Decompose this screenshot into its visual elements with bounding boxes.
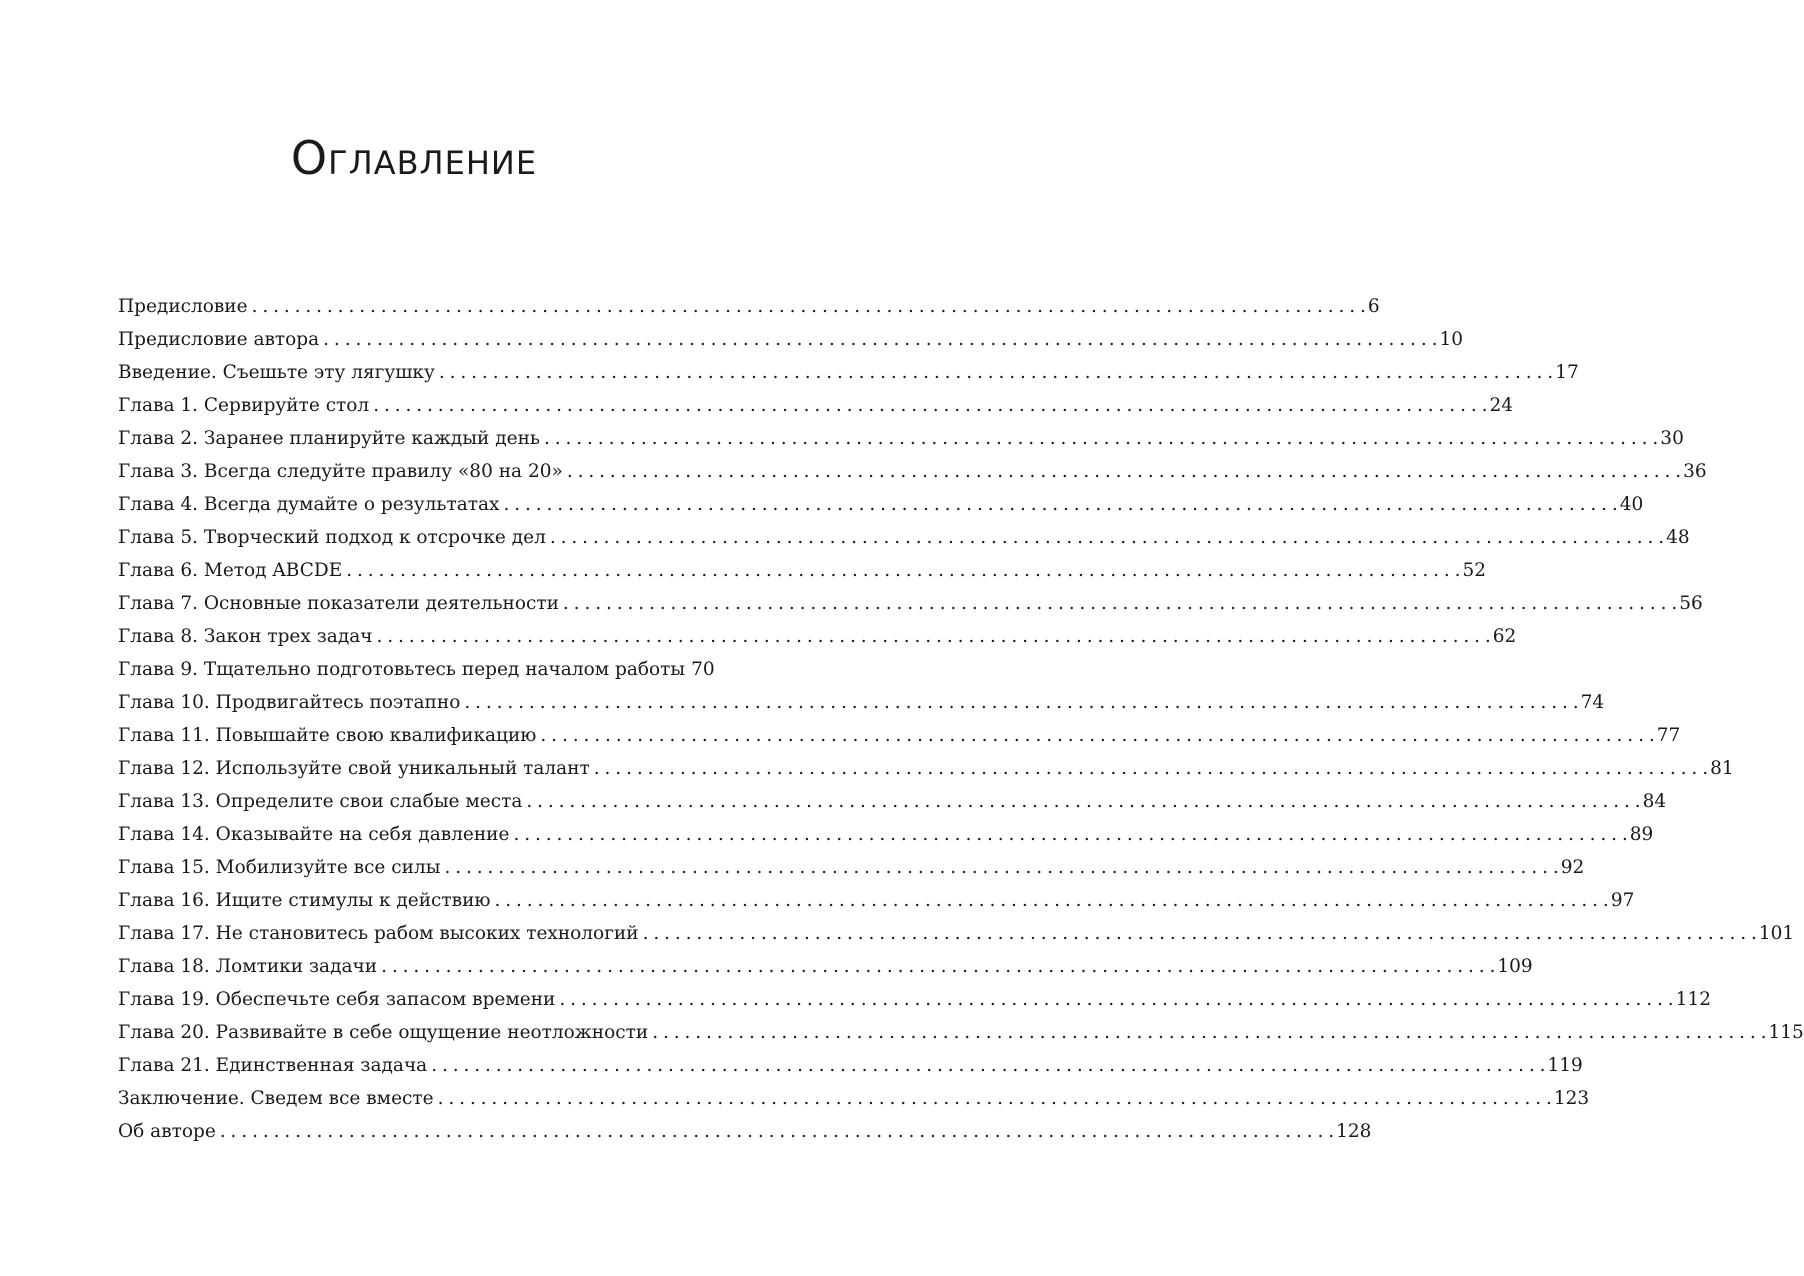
dot-leader — [439, 360, 1553, 386]
dot-leader — [220, 1119, 1334, 1145]
toc-entry — [118, 456, 1707, 489]
dot-leader — [252, 294, 1366, 320]
dot-leader — [567, 459, 1681, 485]
toc-entry — [118, 588, 1703, 621]
toc-entry-title: Глава 7. Основные показатели деятельности — [118, 593, 559, 614]
toc-entry-page: 10 — [1439, 329, 1464, 350]
toc-entry — [118, 555, 1487, 588]
dot-leader — [513, 822, 1627, 848]
toc-entry-title: Глава 6. Метод ABCDE — [118, 560, 343, 581]
toc-entry-page: 62 — [1492, 626, 1517, 647]
toc-entry-title: Глава 8. Закон трех задач — [118, 626, 373, 647]
toc-entry-title: Глава 10. Продвигайтесь поэтапно — [118, 692, 461, 713]
toc-entry — [118, 1116, 1372, 1149]
toc-entry-page: 70 — [691, 659, 715, 680]
toc-entry-page: 36 — [1683, 461, 1707, 482]
page-title: Оглавление — [290, 131, 538, 185]
dot-leader — [540, 723, 1654, 749]
dot-leader — [559, 987, 1673, 1013]
dot-leader — [526, 789, 1640, 815]
toc-entry — [118, 918, 1795, 951]
toc-entry-title: Глава 21. Единственная задача — [118, 1055, 428, 1076]
dot-leader — [550, 525, 1664, 551]
toc-entry-title: Глава 18. Ломтики задачи — [118, 956, 378, 977]
toc-entry-title: Глава 17. Не становитесь рабом высоких технологий — [118, 923, 639, 944]
toc-entry-title: Глава 16. Ищите стимулы к действию — [118, 890, 491, 911]
toc-entry — [118, 1017, 1804, 1050]
toc-entry-title: Глава 3. Всегда следуйте правилу «80 на 20» — [118, 461, 563, 482]
toc-entry-page: 48 — [1666, 527, 1690, 548]
toc-entry-title: Глава 1. Сервируйте стол — [118, 395, 370, 416]
toc-entry-page: 74 — [1580, 692, 1605, 713]
toc-entry — [118, 753, 1734, 786]
dot-leader — [438, 1086, 1552, 1112]
toc-entry-page: 119 — [1547, 1055, 1583, 1076]
toc-entry — [118, 522, 1690, 555]
dot-leader — [381, 954, 1495, 980]
toc-entry — [118, 786, 1667, 819]
toc-entry-page: 89 — [1629, 824, 1654, 845]
toc-entry-title: Глава 2. Заранее планируйте каждый день — [118, 428, 540, 449]
toc-entry-page: 92 — [1560, 857, 1585, 878]
dot-leader — [431, 1053, 1545, 1079]
toc-entry-page: 128 — [1336, 1121, 1372, 1142]
toc-entry-page: 109 — [1497, 956, 1533, 977]
toc-entry-page: 112 — [1675, 989, 1711, 1010]
toc-entry-title: Глава 19. Обеспечьте себя запасом времени — [118, 989, 556, 1010]
toc-entry-page: 6 — [1367, 296, 1380, 317]
toc-entry-title: Введение. Съешьте эту лягушку — [118, 362, 435, 383]
toc-entry-title: Глава 15. Мобилизуйте все силы — [118, 857, 441, 878]
toc-entry — [118, 951, 1533, 984]
toc-entry — [118, 1083, 1590, 1116]
toc-entry-page: 17 — [1555, 362, 1579, 383]
toc-entry-page: 81 — [1710, 758, 1734, 779]
toc-entry — [118, 720, 1681, 753]
toc-entry-page: 101 — [1758, 923, 1795, 944]
toc-entry-page: 30 — [1660, 428, 1684, 449]
dot-leader — [503, 492, 1617, 518]
toc-entry — [118, 390, 1514, 423]
table-of-contents — [118, 291, 1804, 1149]
toc-entry-title: Глава 9. Тщательно подготовьтесь перед началом работы — [118, 659, 686, 680]
dot-leader — [346, 558, 1460, 584]
dot-leader — [643, 921, 1757, 947]
toc-entry — [118, 621, 1517, 654]
dot-leader — [373, 393, 1487, 419]
toc-entry-page: 40 — [1619, 494, 1644, 515]
toc-entry — [118, 357, 1579, 390]
dot-leader — [464, 690, 1578, 716]
toc-entry-title: Глава 14. Оказывайте на себя давление — [118, 824, 510, 845]
toc-entry-page: 77 — [1656, 725, 1681, 746]
toc-entry-title: Глава 13. Определите свои слабые места — [118, 791, 523, 812]
dot-leader — [495, 888, 1609, 914]
toc-entry — [118, 819, 1654, 852]
toc-entry — [118, 423, 1684, 456]
dot-leader — [544, 426, 1658, 452]
toc-entry — [118, 687, 1605, 720]
toc-entry — [118, 885, 1635, 918]
toc-entry-page: 123 — [1553, 1088, 1590, 1109]
toc-entry-page: 52 — [1462, 560, 1487, 581]
toc-entry-title: Предисловие автора — [118, 329, 320, 350]
toc-entry-title: Глава 12. Используйте свой уникальный талант — [118, 758, 590, 779]
toc-entry-title: Глава 5. Творческий подход к отсрочке дел — [118, 527, 546, 548]
toc-entry-title: Глава 20. Развивайте в себе ощущение неотложности — [118, 1022, 649, 1043]
toc-entry — [118, 489, 1644, 522]
dot-leader — [652, 1020, 1766, 1046]
toc-entry-title: Глава 11. Повышайте свою квалификацию — [118, 725, 537, 746]
toc-entry-title: Предисловие — [118, 296, 248, 317]
toc-entry — [118, 291, 1380, 324]
dot-leader — [323, 327, 1437, 353]
toc-entry — [118, 984, 1711, 1017]
toc-entry — [118, 324, 1464, 357]
toc-entry — [118, 1050, 1583, 1083]
toc-entry-title: Об авторе — [118, 1121, 216, 1142]
toc-entry-page: 84 — [1642, 791, 1667, 812]
toc-entry-title: Заключение. Сведем все вместе — [118, 1088, 434, 1109]
toc-entry-page: 115 — [1768, 1022, 1804, 1043]
dot-leader — [563, 591, 1677, 617]
toc-entry-page: 24 — [1489, 395, 1514, 416]
dot-leader — [444, 855, 1558, 881]
toc-entry-page: 97 — [1610, 890, 1635, 911]
toc-entry-title: Глава 4. Всегда думайте о результатах — [118, 494, 500, 515]
toc-entry — [118, 852, 1585, 885]
toc-entry — [118, 654, 715, 687]
dot-leader — [594, 756, 1708, 782]
toc-entry-page: 56 — [1679, 593, 1703, 614]
dot-leader — [376, 624, 1490, 650]
